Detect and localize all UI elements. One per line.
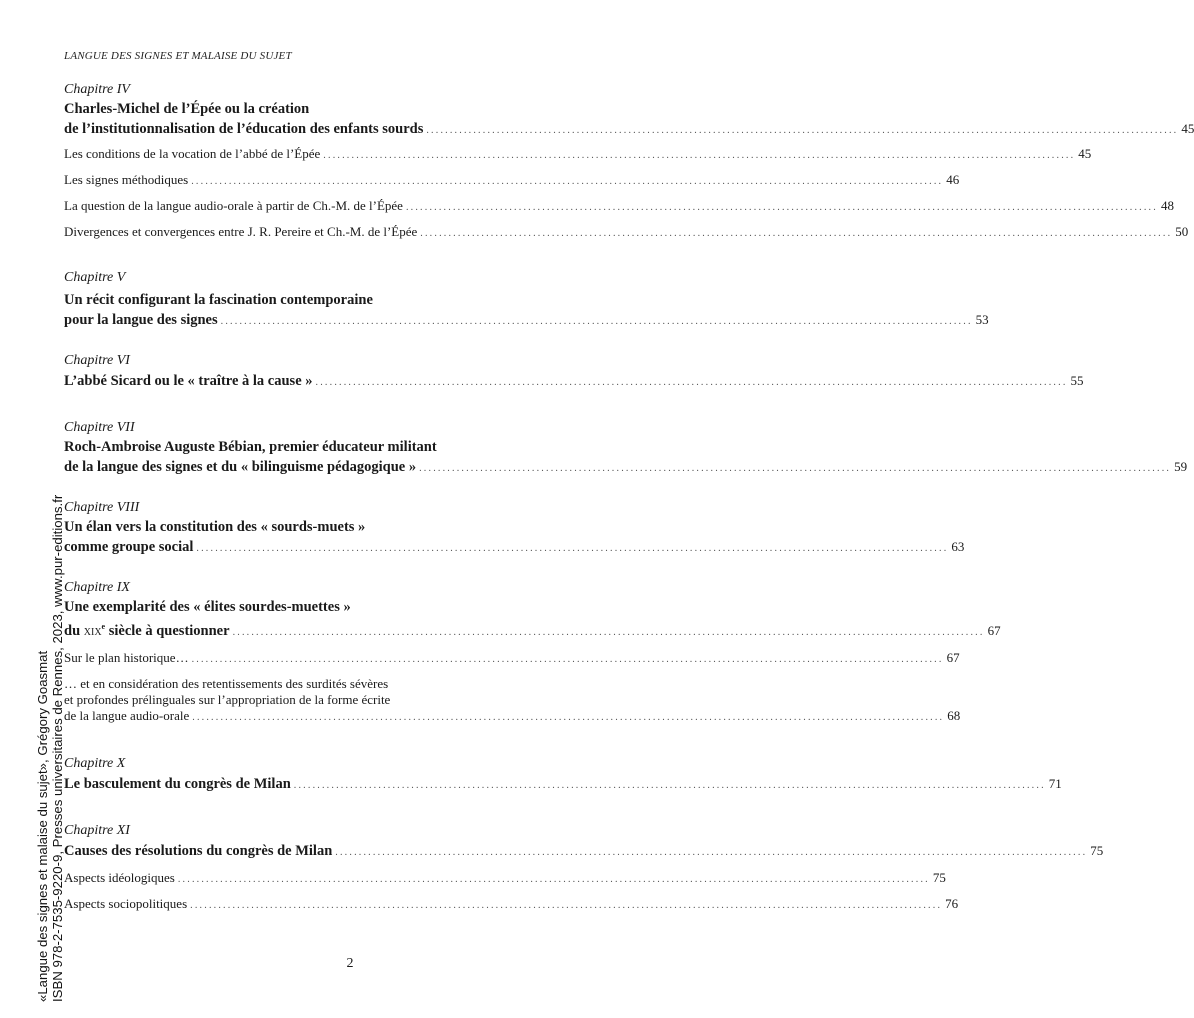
toc-entry[interactable] bbox=[64, 119, 1194, 140]
dot-leader: ................................................................................................................................................................ bbox=[426, 125, 1179, 136]
dot-leader: ................................................................................................................................................................ bbox=[192, 711, 945, 723]
page-ref: 45 bbox=[1181, 121, 1194, 136]
toc-subentry[interactable] bbox=[64, 649, 960, 668]
toc-subentry-multiline[interactable] bbox=[64, 675, 961, 726]
chapter-title: Une exemplarité des « élites sourdes-muettes » bbox=[64, 599, 351, 615]
chapter-title-cont: de l’institutionnalisation de l’éducation des enfants sourds bbox=[64, 121, 424, 137]
title-prefix: du bbox=[64, 622, 84, 639]
credit-line-1: «Langue des signes et malaise du sujet», Grégory Goasmat bbox=[35, 650, 50, 1002]
dot-leader: ................................................................................................................................................................ bbox=[191, 653, 944, 665]
page-ref: 46 bbox=[946, 172, 960, 187]
dot-leader: ................................................................................................................................................................ bbox=[335, 846, 1088, 858]
century-numeral: xix bbox=[83, 622, 102, 639]
chapter-8 bbox=[64, 498, 965, 558]
chapter-label: Chapitre VIII bbox=[64, 500, 140, 515]
chapter-title: Roch-Ambroise Auguste Bébian, premier éducateur militant bbox=[64, 439, 437, 455]
dot-leader: ................................................................................................................................................................ bbox=[420, 228, 1173, 239]
chapter-title: Charles-Michel de l’Épée ou la création bbox=[64, 101, 310, 117]
dot-leader: ................................................................................................................................................................ bbox=[232, 626, 985, 638]
chapter-title: Un élan vers la constitution des « sourds-muets » bbox=[64, 519, 366, 535]
subentry-label: Aspects sociopolitiques bbox=[64, 895, 188, 911]
page-ref: 75 bbox=[932, 869, 946, 885]
chapter-label: Chapitre V bbox=[64, 270, 126, 285]
chapter-11 bbox=[64, 821, 1104, 914]
chapter-7 bbox=[64, 418, 1188, 478]
page-ref: 75 bbox=[1090, 842, 1104, 858]
dot-leader: ................................................................................................................................................................ bbox=[323, 150, 1076, 161]
page-ref: 76 bbox=[945, 895, 959, 911]
page-ref: 67 bbox=[987, 622, 1001, 638]
chapter-label: Chapitre IX bbox=[64, 580, 130, 595]
page-ref: 45 bbox=[1078, 146, 1092, 161]
dot-leader: ................................................................................................................................................................ bbox=[220, 316, 973, 327]
chapter-6 bbox=[64, 351, 1084, 392]
page-ref: 67 bbox=[946, 649, 960, 665]
subentry-line: … et en considération des retentissements des surdités sévères bbox=[64, 675, 389, 691]
side-credit bbox=[35, 494, 65, 1002]
subentry-label: La question de la langue audio-orale à partir de Ch.-M. de l’Épée bbox=[64, 198, 403, 213]
dot-leader: ................................................................................................................................................................ bbox=[293, 779, 1046, 791]
page-ref: 71 bbox=[1048, 775, 1062, 791]
toc-entry[interactable] bbox=[64, 774, 1062, 795]
subentry-label: Sur le plan historique… bbox=[64, 649, 189, 665]
subentry-label: Aspects idéologiques bbox=[64, 869, 175, 885]
page-ref: 50 bbox=[1175, 224, 1189, 239]
chapter-label: Chapitre IV bbox=[64, 82, 130, 97]
dot-leader: ................................................................................................................................................................ bbox=[177, 873, 930, 885]
table-of-contents bbox=[64, 80, 1194, 914]
century-suffix: e bbox=[101, 622, 106, 631]
chapter-title-cont: pour la langue des signes bbox=[64, 312, 218, 328]
chapter-title-cont: de la langue des signes et du « bilinguisme pédagogique » bbox=[64, 459, 417, 475]
toc-subentry[interactable] bbox=[64, 224, 1189, 242]
dot-leader: ................................................................................................................................................................ bbox=[405, 202, 1158, 213]
dot-leader: ................................................................................................................................................................ bbox=[315, 377, 1068, 388]
chapter-5 bbox=[64, 268, 989, 331]
subentry-label: Divergences et convergences entre J. R. Pereire et Ch.-M. de l’Épée bbox=[64, 224, 418, 239]
subentry-label: Les signes méthodiques bbox=[64, 172, 189, 187]
toc-entry[interactable] bbox=[64, 537, 965, 558]
toc-subentry[interactable] bbox=[64, 869, 946, 888]
chapter-title-cont: comme groupe social bbox=[64, 539, 194, 555]
page-ref: 63 bbox=[951, 539, 965, 554]
chapter-title: Causes des résolutions du congrès de Milan bbox=[64, 842, 333, 859]
page-ref: 48 bbox=[1160, 198, 1174, 213]
toc-subentry[interactable] bbox=[64, 172, 960, 190]
chapter-label: Chapitre X bbox=[64, 755, 126, 771]
title-suffix: siècle à questionner bbox=[105, 622, 230, 639]
chapter-title: Un récit configurant la fascination contemporaine bbox=[64, 292, 373, 308]
chapter-label: Chapitre XI bbox=[64, 822, 130, 838]
chapter-title: Le basculement du congrès de Milan bbox=[64, 775, 291, 792]
dot-leader: ................................................................................................................................................................ bbox=[191, 176, 944, 187]
chapter-9 bbox=[64, 578, 1001, 726]
dot-leader: ................................................................................................................................................................ bbox=[196, 543, 949, 554]
dot-leader: ................................................................................................................................................................ bbox=[190, 899, 943, 911]
toc-entry[interactable] bbox=[64, 617, 1001, 642]
running-head: LANGUE DES SIGNES ET MALAISE DU SUJET bbox=[64, 50, 292, 62]
chapter-label: Chapitre VII bbox=[64, 420, 135, 435]
subentry-last-line bbox=[64, 707, 961, 726]
toc-subentry[interactable] bbox=[64, 895, 959, 914]
toc-subentry[interactable] bbox=[64, 198, 1174, 216]
chapter-title-cont bbox=[64, 617, 230, 641]
subentry-line: et profondes prélinguales sur l’appropriation de la forme écrite bbox=[64, 691, 391, 707]
toc-subentry[interactable] bbox=[64, 146, 1092, 164]
page-ref: 59 bbox=[1174, 459, 1188, 474]
chapter-10 bbox=[64, 754, 1062, 795]
dot-leader: ................................................................................................................................................................ bbox=[419, 463, 1172, 474]
subentry-label: Les conditions de la vocation de l’abbé de l’Épée bbox=[64, 146, 321, 161]
page-ref: 55 bbox=[1070, 373, 1084, 388]
chapter-4 bbox=[64, 80, 1194, 242]
page-number: 2 bbox=[346, 956, 354, 971]
toc-entry[interactable] bbox=[64, 371, 1084, 392]
page-ref: 68 bbox=[947, 707, 961, 723]
page-ref: 53 bbox=[975, 312, 989, 327]
toc-entry[interactable] bbox=[64, 310, 989, 331]
credit-line-2: ISBN 978-2-7535-9220-9, Presses universitaires de Rennes, 2023, www.pur-editions.fr bbox=[50, 494, 65, 1002]
subentry-label: de la langue audio-orale bbox=[64, 707, 190, 723]
toc-entry[interactable] bbox=[64, 841, 1104, 862]
chapter-label: Chapitre VI bbox=[64, 353, 130, 368]
toc-entry[interactable] bbox=[64, 457, 1188, 478]
chapter-title: L’abbé Sicard ou le « traître à la cause » bbox=[64, 373, 313, 389]
